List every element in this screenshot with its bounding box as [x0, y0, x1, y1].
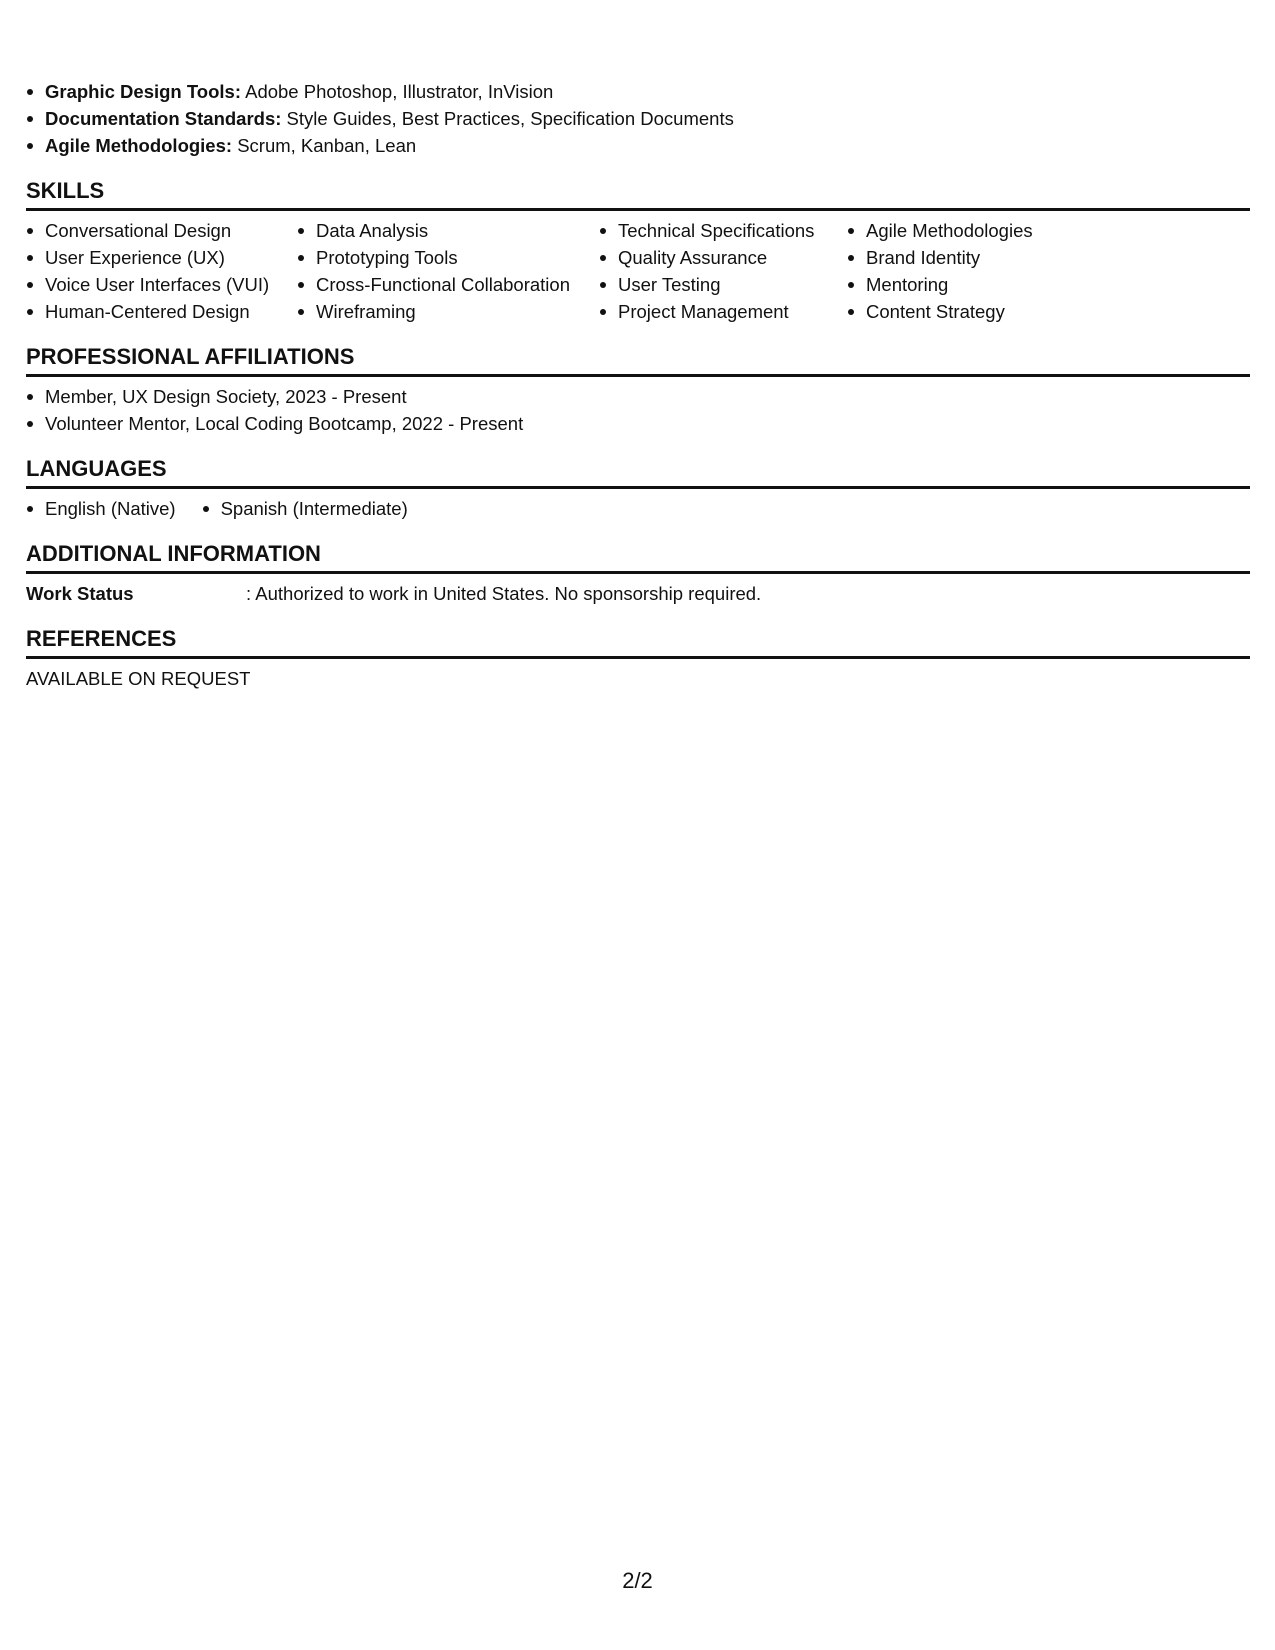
list-item — [26, 105, 1250, 132]
skills-column — [847, 217, 1147, 325]
section-heading: ADDITIONAL INFORMATION — [26, 540, 1250, 574]
skill-item: Mentoring — [847, 271, 1147, 298]
tool-value: Style Guides, Best Practices, Specification Documents — [281, 108, 734, 129]
skill-item: Content Strategy — [847, 298, 1147, 325]
list-item — [26, 78, 1250, 105]
skill-item: Project Management — [599, 298, 847, 325]
list-item: Member, UX Design Society, 2023 - Present — [26, 383, 1250, 410]
references-text: AVAILABLE ON REQUEST — [26, 668, 251, 689]
section-heading: PROFESSIONAL AFFILIATIONS — [26, 343, 1250, 377]
list-item: Volunteer Mentor, Local Coding Bootcamp, 2022 - Present — [26, 410, 1250, 437]
tool-label: Agile Methodologies: — [45, 135, 233, 156]
section-heading: SKILLS — [26, 177, 1250, 211]
skill-item: Agile Methodologies — [847, 217, 1147, 244]
resume-page — [26, 78, 1250, 692]
tool-value: Scrum, Kanban, Lean — [232, 135, 417, 156]
languages-list — [26, 495, 1250, 522]
list-item: English (Native) — [26, 495, 176, 522]
skill-item: Brand Identity — [847, 244, 1147, 271]
skill-item: Voice User Interfaces (VUI) — [26, 271, 297, 298]
additional-info-section — [26, 540, 1250, 607]
info-label: Work Status — [26, 583, 134, 604]
skill-item: Quality Assurance — [599, 244, 847, 271]
skill-item: Human-Centered Design — [26, 298, 297, 325]
affiliations-list — [26, 383, 1250, 437]
list-item — [26, 132, 1250, 159]
references-section — [26, 625, 1250, 692]
skill-item: Technical Specifications — [599, 217, 847, 244]
section-heading: LANGUAGES — [26, 455, 1250, 489]
info-value: : Authorized to work in United States. No sponsorship required. — [246, 583, 762, 604]
skill-item: Prototyping Tools — [297, 244, 599, 271]
info-row — [26, 580, 1250, 607]
languages-section — [26, 455, 1250, 522]
tools-list — [26, 78, 1250, 159]
page-number: 2/2 — [622, 1568, 653, 1593]
affiliations-section — [26, 343, 1250, 437]
tool-label: Graphic Design Tools: — [45, 81, 241, 102]
tool-label: Documentation Standards: — [45, 108, 282, 129]
skill-item: Conversational Design — [26, 217, 297, 244]
skills-column — [599, 217, 847, 325]
list-item: Spanish (Intermediate) — [202, 495, 408, 522]
skills-section — [26, 177, 1250, 325]
skill-item: User Testing — [599, 271, 847, 298]
skills-column — [26, 217, 297, 325]
skills-column — [297, 217, 599, 325]
tool-value: Adobe Photoshop, Illustrator, InVision — [240, 81, 554, 102]
skill-item: Wireframing — [297, 298, 599, 325]
section-heading: REFERENCES — [26, 625, 1250, 659]
skill-item: Cross-Functional Collaboration — [297, 271, 599, 298]
skill-item: Data Analysis — [297, 217, 599, 244]
skill-item: User Experience (UX) — [26, 244, 297, 271]
skills-grid — [26, 217, 1250, 325]
